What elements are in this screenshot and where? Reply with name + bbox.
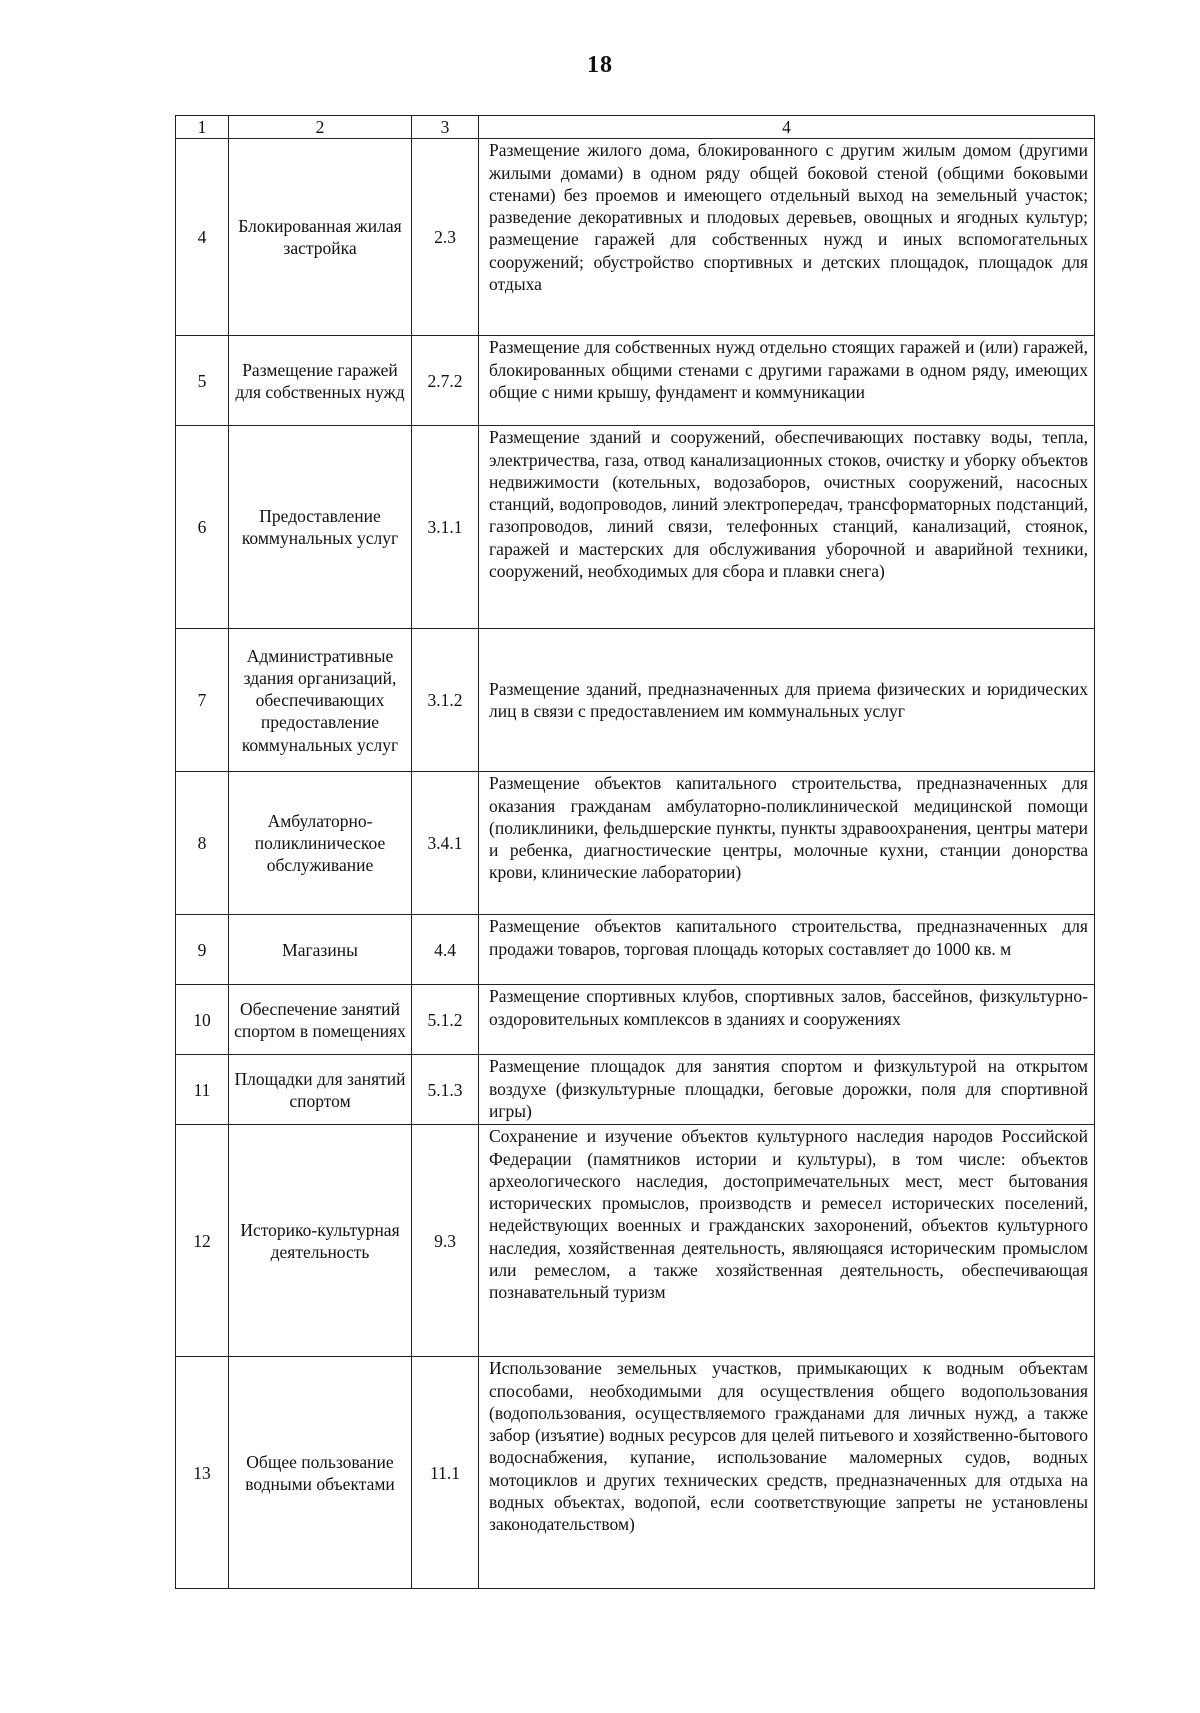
table-row <box>176 915 1095 985</box>
row-number: 5 <box>176 336 229 426</box>
row-number: 8 <box>176 772 229 915</box>
row-number: 7 <box>176 629 229 772</box>
use-type-code: 2.3 <box>412 139 479 336</box>
land-use-table <box>175 115 1095 1589</box>
table-row <box>176 1055 1095 1125</box>
column-header-4: 4 <box>479 116 1095 139</box>
use-type-name: Размещение гаражей для собственных нужд <box>229 336 412 426</box>
use-type-description: Размещение зданий и сооружений, обеспечивающих поставку воды, тепла, электричества, газа, отвод канализационных стоков, очистку и уборку объектов недвижимости (котельных, водозаборов, очистных сооружений, насосных станций, водопроводов, линий электропередач, трансформаторных подстанций, газопроводов, линий связи, телефонных станций, канализаций, стоянок, гаражей и мастерских для обслуживания уборочной и аварийной техники, сооружений, необходимых для сбора и плавки снега) <box>479 426 1095 629</box>
use-type-code: 5.1.2 <box>412 985 479 1055</box>
use-type-description: Размещение для собственных нужд отдельно стоящих гаражей и (или) гаражей, блокированных общими стенами с другими гаражами в одном ряду, имеющих общие с ними крышу, фундамент и коммуникации <box>479 336 1095 426</box>
row-number: 9 <box>176 915 229 985</box>
use-type-code: 5.1.3 <box>412 1055 479 1125</box>
use-type-name: Административные здания организаций, обеспечивающих предоставление коммунальных услуг <box>229 629 412 772</box>
use-type-code: 2.7.2 <box>412 336 479 426</box>
use-type-code: 3.4.1 <box>412 772 479 915</box>
use-type-code: 3.1.2 <box>412 629 479 772</box>
table-row <box>176 139 1095 336</box>
row-number: 6 <box>176 426 229 629</box>
use-type-description: Размещение спортивных клубов, спортивных залов, бассейнов, физкультурно-оздоровительных комплексов в зданиях и сооружениях <box>479 985 1095 1055</box>
page-number: 18 <box>587 52 613 78</box>
table-row <box>176 772 1095 915</box>
table-header-row <box>176 116 1095 139</box>
use-type-description: Размещение жилого дома, блокированного с другим жилым домом (другими жилыми домами) в одном ряду общей боковой стеной (общими боковыми стенами) без проемов и имеющего отдельный выход на земельный участок; разведение декоративных и плодовых деревьев, овощных и ягодных культур; размещение гаражей для собственных нужд и иных вспомогательных сооружений; обустройство спортивных и детских площадок, площадок для отдыха <box>479 139 1095 336</box>
row-number: 11 <box>176 1055 229 1125</box>
row-number: 13 <box>176 1357 229 1589</box>
use-type-description: Размещение зданий, предназначенных для приема физических и юридических лиц в связи с предоставлением им коммунальных услуг <box>479 629 1095 772</box>
table-row <box>176 629 1095 772</box>
table-row <box>176 1125 1095 1357</box>
row-number: 4 <box>176 139 229 336</box>
use-type-name: Блокированная жилая застройка <box>229 139 412 336</box>
use-type-code: 9.3 <box>412 1125 479 1357</box>
use-type-code: 4.4 <box>412 915 479 985</box>
row-number: 12 <box>176 1125 229 1357</box>
column-header-2: 2 <box>229 116 412 139</box>
use-type-description: Сохранение и изучение объектов культурного наследия народов Российской Федерации (памятников истории и культуры), в том числе: объектов археологического наследия, достопримечательных мест, мест бытования исторических промыслов, производств и ремесел исторических поселений, недействующих военных и гражданских захоронений, объектов культурного наследия, хозяйственная деятельность, являющаяся историческим промыслом или ремеслом, а также хозяйственная деятельность, обеспечивающая познавательный туризм <box>479 1125 1095 1357</box>
use-type-description: Размещение объектов капитального строительства, предназначенных для продажи товаров, торговая площадь которых составляет до 1000 кв. м <box>479 915 1095 985</box>
use-type-name: Магазины <box>229 915 412 985</box>
use-type-name: Амбулаторно-поликлиническое обслуживание <box>229 772 412 915</box>
column-header-1: 1 <box>176 116 229 139</box>
use-type-description: Использование земельных участков, примыкающих к водным объектам способами, необходимыми для осуществления общего водопользования (водопользования, осуществляемого гражданами для личных нужд, а также забор (изъятие) водных ресурсов для целей питьевого и хозяйственно-бытового водоснабжения, купание, использование маломерных судов, водных мотоциклов и других технических средств, предназначенных для отдыха на водных объектах, водопой, если соответствующие запреты не установлены законодательством) <box>479 1357 1095 1589</box>
table-row <box>176 1357 1095 1589</box>
column-header-3: 3 <box>412 116 479 139</box>
table-row <box>176 426 1095 629</box>
use-type-name: Предоставление коммунальных услуг <box>229 426 412 629</box>
use-type-name: Историко-культурная деятельность <box>229 1125 412 1357</box>
use-type-name: Обеспечение занятий спортом в помещениях <box>229 985 412 1055</box>
use-type-code: 11.1 <box>412 1357 479 1589</box>
use-type-description: Размещение объектов капитального строительства, предназначенных для оказания гражданам амбулаторно-поликлинической медицинской помощи (поликлиники, фельдшерские пункты, пункты здравоохранения, центры матери и ребенка, диагностические центры, молочные кухни, станции донорства крови, клинические лаборатории) <box>479 772 1095 915</box>
use-type-description: Размещение площадок для занятия спортом и физкультурой на открытом воздухе (физкультурные площадки, беговые дорожки, поля для спортивной игры) <box>479 1055 1095 1125</box>
table-row <box>176 985 1095 1055</box>
use-type-name: Общее пользование водными объектами <box>229 1357 412 1589</box>
table-row <box>176 336 1095 426</box>
use-type-code: 3.1.1 <box>412 426 479 629</box>
row-number: 10 <box>176 985 229 1055</box>
use-type-name: Площадки для занятий спортом <box>229 1055 412 1125</box>
